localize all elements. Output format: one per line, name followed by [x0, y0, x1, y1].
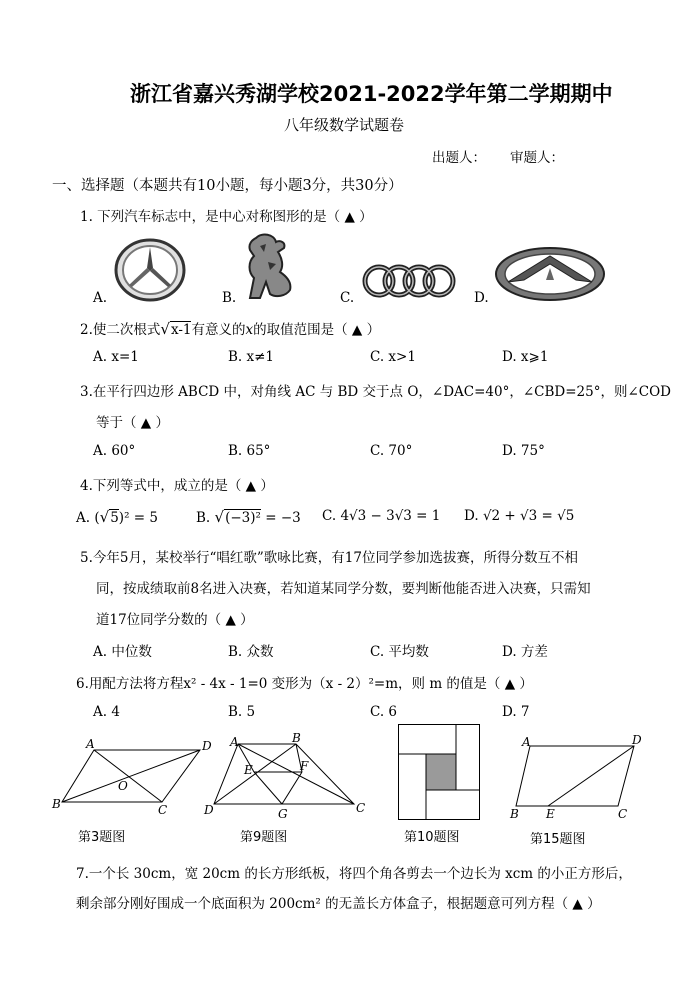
- fig3-diagonal-ac: [94, 750, 162, 802]
- q5-line1: 5.今年5月，某校举行“唱红歌”歌咏比赛，有17位同学参加选拔赛，所得分数互不相: [80, 550, 578, 566]
- fig9-label-g: G: [278, 807, 288, 821]
- fig3-caption: 第3题图: [78, 830, 126, 845]
- q4-a-label: A.: [76, 510, 91, 526]
- q4-b-expr: √(−3)² = −3: [214, 508, 301, 526]
- q4-option-b: [196, 508, 301, 526]
- q6-option-b: B. 5: [228, 704, 256, 720]
- fig15-label-d: D: [632, 733, 642, 747]
- figure-10: [398, 724, 480, 820]
- figure-15: [508, 734, 648, 820]
- fig10-caption: 第10题图: [404, 830, 460, 845]
- q5-line2: 同，按成绩取前8名进入决赛，若知道某同学分数，要判断他能否进入决赛，只需知: [96, 581, 591, 597]
- q5-option-b: B. 众数: [228, 644, 274, 660]
- fig15-label-b: B: [510, 807, 519, 821]
- q5-line3: 道17位同学分数的（ ▲ ）: [96, 612, 254, 628]
- q2-stem: [80, 318, 380, 338]
- sqrt-symbol: √: [160, 320, 170, 338]
- author-label: 出题人：: [432, 150, 486, 166]
- fig3-label-o: O: [118, 779, 128, 793]
- q2-stem-pre: 2.使二次根式: [80, 322, 161, 338]
- reviewer-label: 审题人：: [510, 150, 564, 166]
- q4-option-d: [464, 508, 574, 524]
- fig15-parallelogram: [516, 746, 634, 806]
- q4-option-a: [76, 508, 158, 526]
- q1-option-b: B.: [222, 290, 237, 306]
- fig15-caption: 第15题图: [530, 832, 586, 847]
- fig9-label-b: B: [292, 731, 301, 745]
- fig3-diagonal-bd: [62, 750, 200, 802]
- q1-stem: 1. 下列汽车标志中，是中心对称图形的是（ ▲ ）: [80, 209, 373, 225]
- q6-stem: 6.用配方法将方程x² - 4x - 1=0 变形为（x - 2）²=m，则 m 的值是（ ▲ ）: [76, 676, 533, 692]
- q3-option-b: B. 65°: [228, 443, 271, 459]
- figure-9: [204, 731, 366, 821]
- q2-radicand: x-1: [170, 322, 192, 338]
- fig9-label-c: C: [356, 801, 366, 815]
- fig3-label-c: C: [158, 803, 168, 817]
- q4-option-c: [322, 508, 440, 524]
- q1-option-a: A.: [93, 290, 108, 306]
- q2-option-a: A. x=1: [93, 349, 139, 365]
- q7-line1: 7.一个长 30cm，宽 20cm 的长方形纸板，将四个角各剪去一个边长为 xcm 的小正方形后，: [76, 866, 632, 882]
- q3-option-c: C. 70°: [370, 443, 413, 459]
- mercedes-logo-icon: [114, 238, 186, 302]
- fig3-label-a: A: [86, 737, 95, 751]
- fig15-label-c: C: [618, 807, 628, 821]
- q5-option-c: C. 平均数: [370, 644, 429, 660]
- q3-option-d: D. 75°: [502, 443, 545, 459]
- q4-a-expr: (√5)² = 5: [94, 508, 158, 526]
- exam-subtitle: 八年级数学试题卷: [284, 116, 405, 134]
- figure-3: [52, 734, 212, 817]
- fig9-label-e: E: [244, 763, 253, 777]
- fig3-label-d: D: [202, 739, 212, 753]
- fig15-label-a: A: [522, 735, 531, 749]
- q6-option-d: D. 7: [502, 704, 530, 720]
- q4-d-expr: √2 + √3 = √5: [482, 508, 575, 524]
- q3-line2: 等于（ ▲ ）: [96, 415, 169, 431]
- peugeot-lion-logo-icon: [240, 232, 300, 300]
- q5-option-d: D. 方差: [502, 644, 548, 660]
- infiniti-logo-icon: [494, 246, 606, 302]
- q1-option-d: D.: [474, 290, 489, 306]
- q2-variable: x: [245, 322, 254, 338]
- q3-option-a: A. 60°: [93, 443, 136, 459]
- q1-option-c: C.: [340, 290, 355, 306]
- audi-rings-logo-icon: [362, 262, 458, 300]
- q2-option-b: B. x≠1: [228, 349, 275, 365]
- q3-line1: 3.在平行四边形 ABCD 中，对角线 AC 与 BD 交于点 O，∠DAC=40°，∠CBD=25°，则∠COD: [80, 384, 671, 400]
- fig10-shaded-square: [426, 754, 456, 790]
- fig3-label-b: B: [52, 797, 61, 811]
- q2-stem-mid: 有意义的: [191, 322, 246, 338]
- q2-stem-post: 的取值范围是（ ▲ ）: [253, 322, 381, 338]
- q4-b-label: B.: [196, 510, 211, 526]
- fig15-label-e: E: [546, 807, 555, 821]
- section-title: 一、选择题（本题共有10小题，每小题3分，共30分）: [52, 178, 403, 194]
- q5-option-a: A. 中位数: [93, 644, 152, 660]
- q2-option-d: D. x⩾1: [502, 349, 549, 365]
- fig15-segment-ed: [548, 746, 634, 806]
- q6-option-a: A. 4: [93, 704, 120, 720]
- q2-option-c: C. x>1: [370, 349, 416, 365]
- q6-option-c: C. 6: [370, 704, 398, 720]
- q7-line2: 剩余部分刚好围成一个底面积为 200cm² 的无盖长方体盒子，根据题意可列方程（ ▲ ）: [76, 896, 601, 912]
- q4-stem: 4.下列等式中，成立的是（ ▲ ）: [80, 478, 274, 494]
- q4-c-label: C.: [322, 508, 337, 524]
- fig9-label-d: D: [204, 803, 214, 817]
- fig9-label-a: A: [230, 735, 239, 749]
- exam-title: 浙江省嘉兴秀湖学校2021-2022学年第二学期期中: [130, 82, 613, 106]
- q4-d-label: D.: [464, 508, 479, 524]
- fig9-caption: 第9题图: [240, 830, 288, 845]
- fig9-label-f: F: [300, 759, 309, 773]
- q4-c-expr: 4√3 − 3√3 = 1: [340, 508, 441, 524]
